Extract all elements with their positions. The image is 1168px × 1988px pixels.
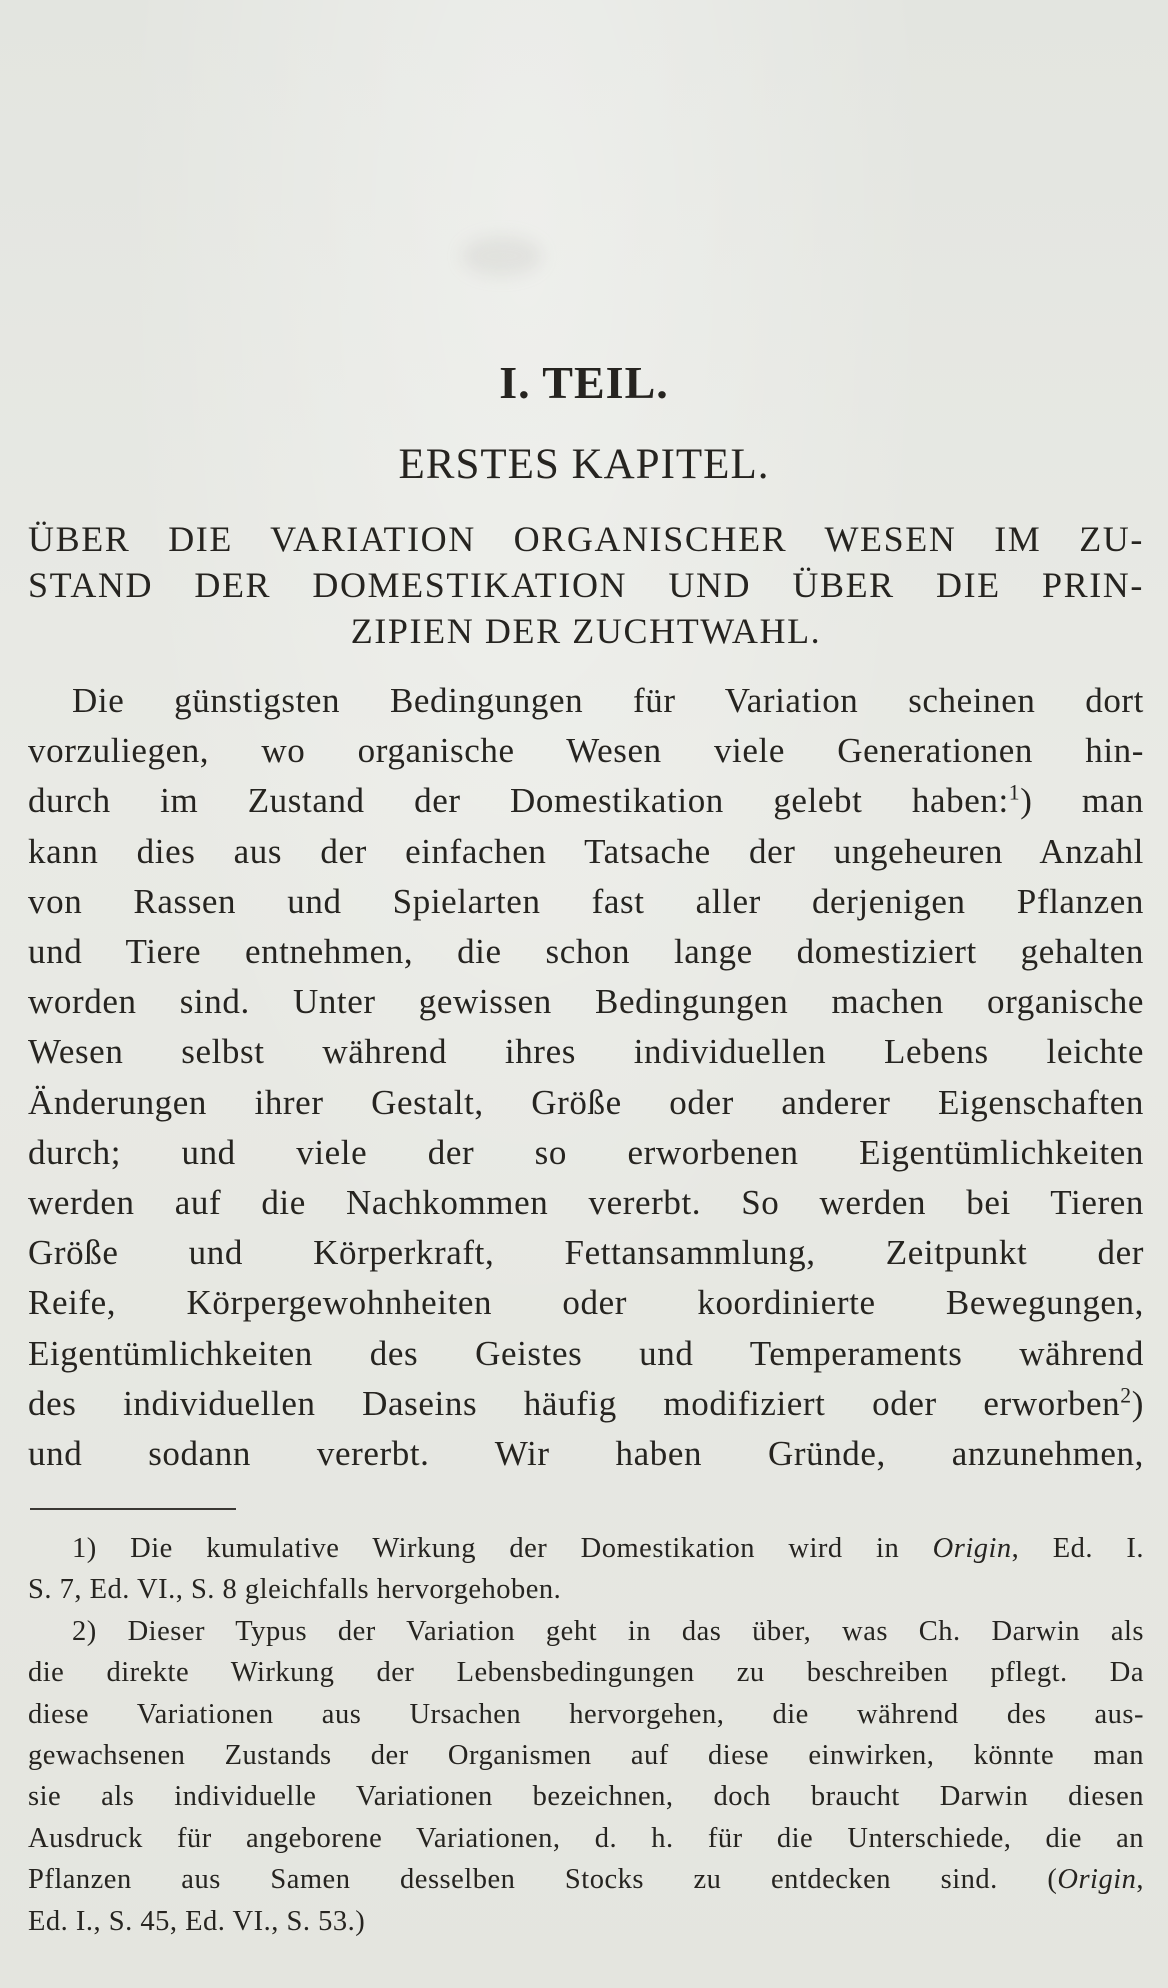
footnote-text-run: , [1136,1864,1144,1896]
footnote-italic-title: Origin [932,1533,1012,1564]
chapter-heading: ERSTES KAPITEL. [398,441,770,488]
body-line: Änderungen ihrer Gestalt, Größe oder anderer Eigenschaften [28,1082,1144,1122]
footnote-1-line: S. 7, Ed. VI., S. 8 gleichfalls hervorgehoben. [28,1574,562,1606]
footnote-italic-title: Origin [1057,1864,1137,1896]
footnote-2-line: Ausdruck für angeborene Variationen, d. h. für die Unterschiede, die an [28,1822,1144,1854]
chapter-title-line: STAND DER DOMESTIKATION UND ÜBER DIE PRIN- [28,565,1144,605]
footnote-text-run: Pflanzen aus Samen desselben Stocks zu entdecken sind. ( [28,1864,1058,1896]
paper-smudge [462,236,542,276]
footnote-2-line: gewachsenen Zustands der Organismen auf diese einwirken, könnte man [28,1740,1144,1772]
body-line: Wesen selbst während ihres individuellen Lebens leichte [28,1032,1144,1072]
body-line: Größe und Körperkraft, Fettansammlung, Zeitpunkt der [28,1233,1144,1273]
body-line: Reife, Körpergewohnheiten oder koordinierte Bewegungen, [28,1283,1144,1323]
footnotes [28,1528,1144,1942]
body-line: werden auf die Nachkommen vererbt. So werden bei Tieren [28,1183,1144,1223]
footnote-text-run: 1) Die kumulative Wirkung der Domestikation wird in [72,1533,933,1564]
footnote-2-line: diese Variationen aus Ursachen hervorgehen, die während des aus- [28,1698,1144,1730]
part-heading: I. TEIL. [499,357,669,408]
body-line: Die günstigsten Bedingungen für Variation scheinen dort [72,681,1144,720]
body-line: und sodann vererbt. Wir haben Gründe, anzunehmen, [28,1434,1144,1474]
body-text-run: des individuellen Daseins häufig modifiziert oder erworben [28,1383,1121,1423]
chapter-title [28,516,1144,654]
footnote-2-line: die direkte Wirkung der Lebensbedingungen zu beschreiben pflegt. Da [28,1657,1144,1689]
footnote-1-line [28,1528,1144,1569]
footnote-2-line: sie als individuelle Variationen bezeichnen, doch braucht Darwin diesen [28,1781,1144,1813]
footnote-2-line [28,1859,1144,1900]
footnote-2-line: Ed. I., S. 45, Ed. VI., S. 53.) [28,1905,366,1937]
body-line: vorzuliegen, wo organische Wesen viele Generationen hin- [28,731,1144,771]
body-line [28,1379,1144,1429]
body-paragraph [28,676,1144,1479]
footnote-ref-2: 2 [1120,1383,1132,1408]
body-line: durch; und viele der so erworbenen Eigentümlichkeiten [28,1132,1144,1172]
body-text-run: durch im Zustand der Domestikation gelebt haben: [28,781,1009,821]
body-line: Eigentümlichkeiten des Geistes und Temperaments während [28,1333,1144,1373]
body-text-run: ) [1131,1383,1144,1423]
body-line: von Rassen und Spielarten fast aller derjenigen Pflanzen [28,881,1144,921]
chapter-title-line: ÜBER DIE VARIATION ORGANISCHER WESEN IM ZU- [28,519,1144,559]
footnote-2-line: 2) Dieser Typus der Variation geht in das über, was Ch. Darwin als [72,1615,1144,1647]
footnote-divider [30,1508,236,1510]
body-line [28,776,1144,826]
body-line: worden sind. Unter gewissen Bedingungen machen organische [28,982,1144,1022]
chapter-title-line: ZIPIEN DER ZUCHTWAHL. [350,611,822,651]
body-line: kann dies aus der einfachen Tatsache der ungeheuren Anzahl [28,831,1144,871]
body-text-run: ) man [1020,781,1144,821]
body-line: und Tiere entnehmen, die schon lange domestiziert gehalten [28,932,1144,972]
footnote-text-run: , Ed. I. [1011,1533,1144,1564]
footnote-ref-1: 1 [1008,780,1021,805]
